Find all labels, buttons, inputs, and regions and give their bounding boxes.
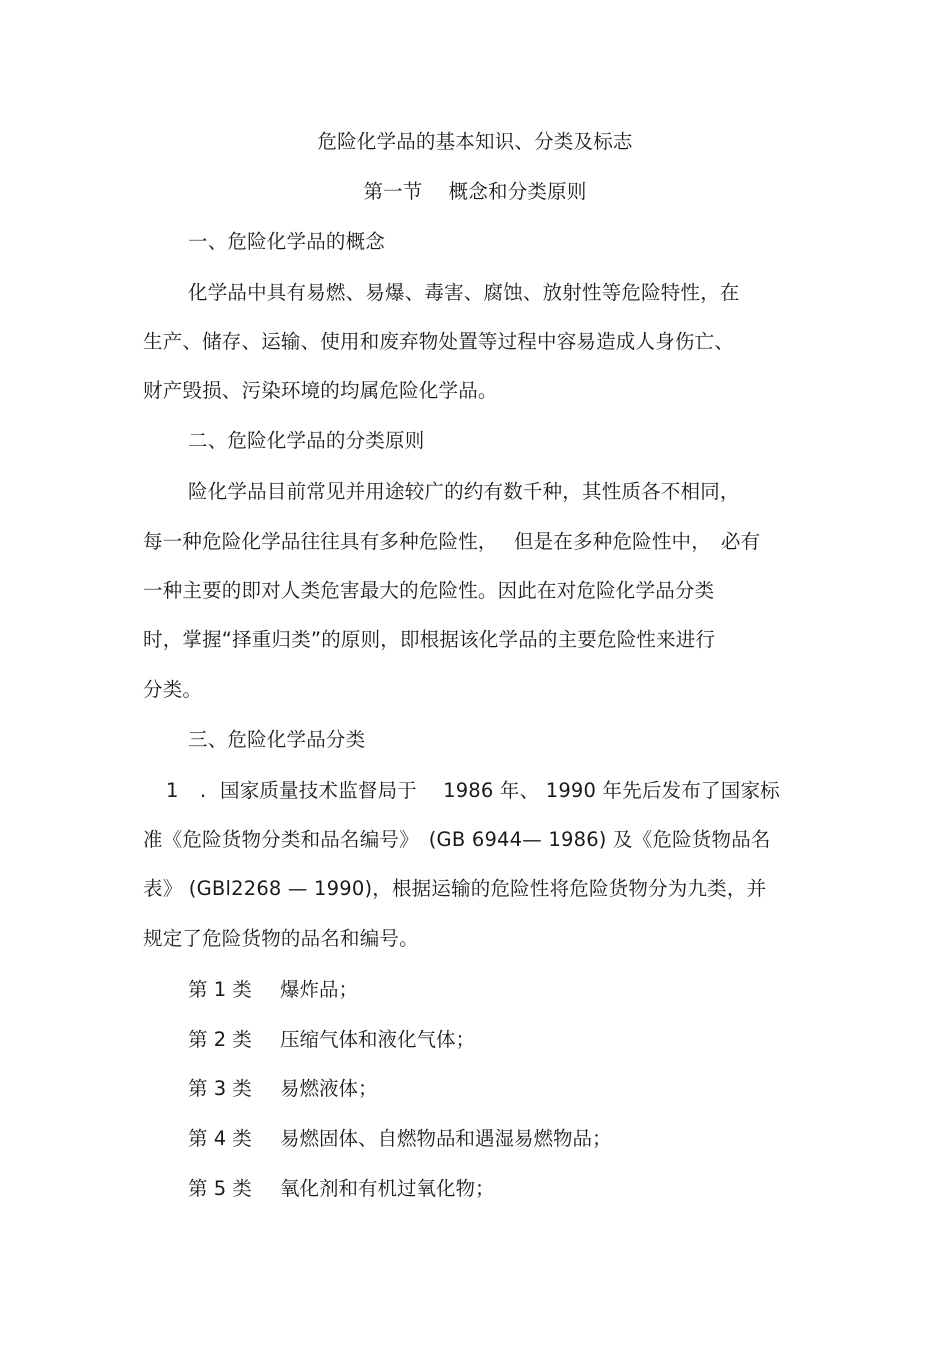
document-title: 危险化学品的基本知识、分类及标志 xyxy=(317,130,633,153)
category-5-text: 氧化剂和有机过氧化物； xyxy=(280,1177,495,1200)
category-2-text: 压缩气体和液化气体； xyxy=(280,1028,476,1051)
part2-line-4: 时，掌握“择重归类”的原则，即根据该化学品的主要危险性来进行 xyxy=(143,628,716,651)
part1-heading: 一、危险化学品的概念 xyxy=(188,230,386,253)
category-4-text: 易燃固体、自燃物品和遇湿易燃物品； xyxy=(280,1127,612,1150)
item1-line-3: 表》 (GBl2268 — 1990)，根据运输的危险性将危险货物分为九类，并 xyxy=(143,877,767,900)
category-4-label: 第 4 类 xyxy=(188,1127,252,1150)
item1-line-4: 规定了危险货物的品名和编号。 xyxy=(143,927,419,950)
item1-dot: . xyxy=(200,779,207,802)
category-2-label: 第 2 类 xyxy=(188,1028,252,1051)
part2-line-5: 分类。 xyxy=(143,678,203,701)
part1-line-1: 化学品中具有易燃、易爆、毒害、腐蚀、放射性等危险特性，在 xyxy=(188,281,740,304)
category-1-text: 爆炸品； xyxy=(280,978,359,1001)
category-5-label: 第 5 类 xyxy=(188,1177,252,1200)
part1-line-3: 财产毁损、污染环境的均属危险化学品。 xyxy=(143,379,498,402)
part1-line-2: 生产、储存、运输、使用和废弃物处置等过程中容易造成人身伤亡、 xyxy=(143,330,735,353)
item1-number: 1 xyxy=(166,779,179,802)
section-heading: 第一节 概念和分类原则 xyxy=(363,180,587,203)
part2-heading: 二、危险化学品的分类原则 xyxy=(188,429,425,452)
part2-line-3: 一种主要的即对人类危害最大的危险性。因此在对危险化学品分类 xyxy=(143,579,715,602)
part3-heading: 三、危险化学品分类 xyxy=(188,728,366,751)
item1-line-2: 准《危险货物分类和品名编号》 (GB 6944— 1986) 及《危险货物品名 xyxy=(143,828,771,851)
part2-line-1: 险化学品目前常见并用途较广的约有数千种，其性质各不相同， xyxy=(188,480,740,503)
part2-line-2: 每一种危险化学品往往具有多种危险性， 但是在多种危险性中， 必有 xyxy=(143,530,761,553)
category-3-text: 易燃液体； xyxy=(280,1077,378,1100)
category-1-label: 第 1 类 xyxy=(188,978,252,1001)
item1-line-1: 国家质量技术监督局于 1986 年、 1990 年先后发布了国家标 xyxy=(220,779,780,802)
category-3-label: 第 3 类 xyxy=(188,1077,252,1100)
